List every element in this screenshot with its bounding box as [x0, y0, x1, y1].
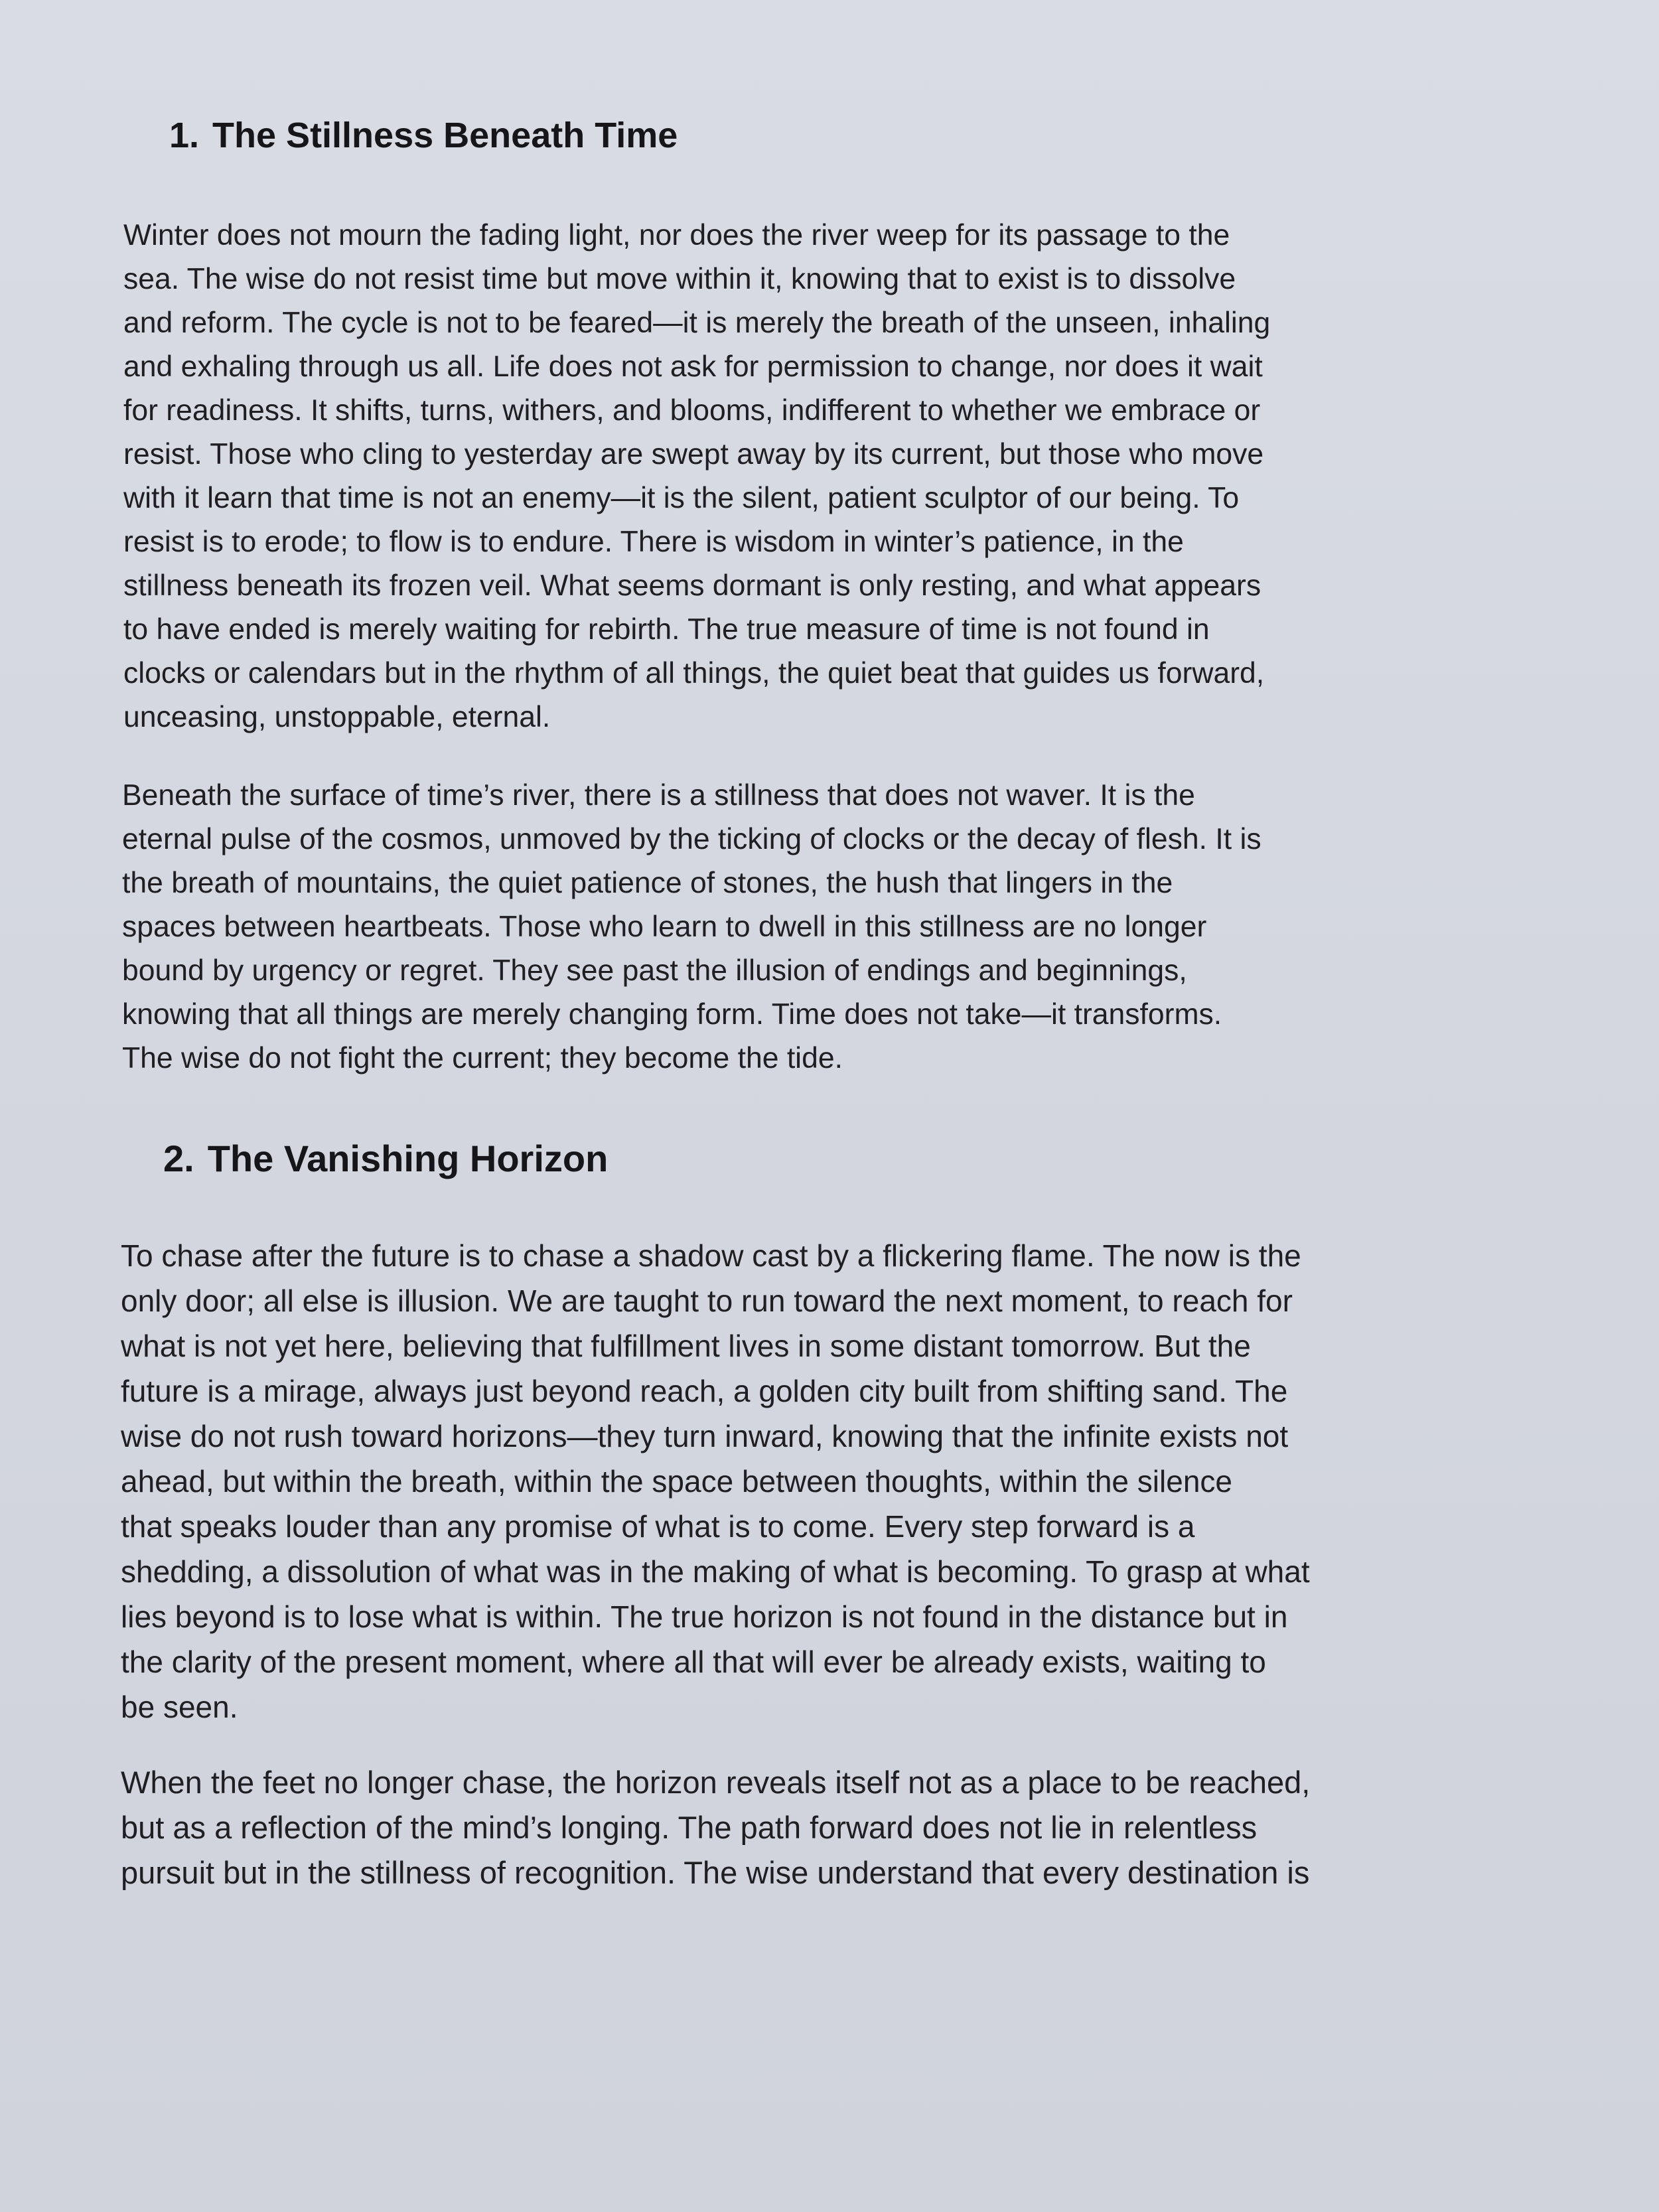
text-line: resist is to erode; to flow is to endure. There is wisdom in winter’s patience, in the [123, 526, 1184, 558]
text-line: pursuit but in the stillness of recognition. The wise understand that every destination is [121, 1855, 1310, 1890]
text-line: resist. Those who cling to yesterday are swept away by its current, but those who move [123, 438, 1264, 471]
section-heading [163, 1138, 608, 1180]
text-line: ahead, but within the breath, within the space between thoughts, within the silence [121, 1464, 1232, 1499]
paragraph [121, 1760, 1310, 1895]
text-line: but as a reflection of the mind’s longing. The path forward does not lie in relentless [121, 1810, 1258, 1845]
text-line: knowing that all things are merely changing form. Time does not take—it transforms. [122, 998, 1222, 1031]
text-line: Winter does not mourn the fading light, nor does the river weep for its passage to the [123, 219, 1230, 252]
text-line: what is not yet here, believing that fulfillment lives in some distant tomorrow. But the [121, 1329, 1251, 1363]
text-line: Beneath the surface of time’s river, there is a stillness that does not waver. It is the [122, 779, 1195, 812]
text-line: lies beyond is to lose what is within. The true horizon is not found in the distance but in [121, 1599, 1288, 1634]
text-line: shedding, a dissolution of what was in the making of what is becoming. To grasp at what [121, 1554, 1310, 1589]
section-title: The Vanishing Horizon [207, 1138, 609, 1179]
text-line: with it learn that time is not an enemy—it is the silent, patient sculptor of our being. To [123, 482, 1240, 514]
text-line: When the feet no longer chase, the horizon reveals itself not as a place to be reached, [121, 1765, 1311, 1800]
text-line: unceasing, unstoppable, eternal. [123, 701, 551, 733]
text-line: The wise do not fight the current; they become the tide. [122, 1042, 843, 1074]
text-line: stillness beneath its frozen veil. What seems dormant is only resting, and what appears [123, 569, 1262, 602]
text-line: eternal pulse of the cosmos, unmoved by the ticking of clocks or the decay of flesh. It is [122, 823, 1262, 855]
text-line: only door; all else is illusion. We are taught to run toward the next moment, to reach for [121, 1284, 1293, 1318]
text-line: for readiness. It shifts, turns, withers, and blooms, indifferent to whether we embrace or [123, 394, 1261, 427]
section-title: The Stillness Beneath Time [212, 115, 678, 155]
text-line: to have ended is merely waiting for rebirth. The true measure of time is not found in [123, 613, 1210, 646]
text-line: bound by urgency or regret. They see past the illusion of endings and beginnings, [122, 954, 1187, 987]
text-line: To chase after the future is to chase a shadow cast by a flickering flame. The now is the [121, 1238, 1301, 1273]
paragraph [121, 1233, 1310, 1730]
text-line: be seen. [121, 1690, 238, 1724]
section-heading [169, 114, 678, 157]
text-line: sea. The wise do not resist time but move within it, knowing that to exist is to dissolve [123, 263, 1236, 295]
text-line: wise do not rush toward horizons—they turn inward, knowing that the infinite exists not [121, 1419, 1289, 1453]
text-line: spaces between heartbeats. Those who learn to dwell in this stillness are no longer [122, 911, 1207, 943]
paragraph [123, 214, 1270, 739]
paragraph [122, 774, 1262, 1080]
text-line: that speaks louder than any promise of what is to come. Every step forward is a [121, 1509, 1195, 1544]
section-number: 1. [169, 115, 200, 155]
text-line: and exhaling through us all. Life does not ask for permission to change, nor does it wait [123, 350, 1263, 383]
text-line: and reform. The cycle is not to be feared—it is merely the breath of the unseen, inhaling [123, 307, 1271, 339]
text-line: the breath of mountains, the quiet patience of stones, the hush that lingers in the [122, 867, 1173, 899]
text-line: clocks or calendars but in the rhythm of all things, the quiet beat that guides us forward, [123, 657, 1265, 690]
text-line: the clarity of the present moment, where all that will ever be already exists, waiting to [121, 1645, 1266, 1679]
section-number: 2. [163, 1138, 194, 1179]
text-line: future is a mirage, always just beyond reach, a golden city built from shifting sand. The [121, 1374, 1288, 1408]
